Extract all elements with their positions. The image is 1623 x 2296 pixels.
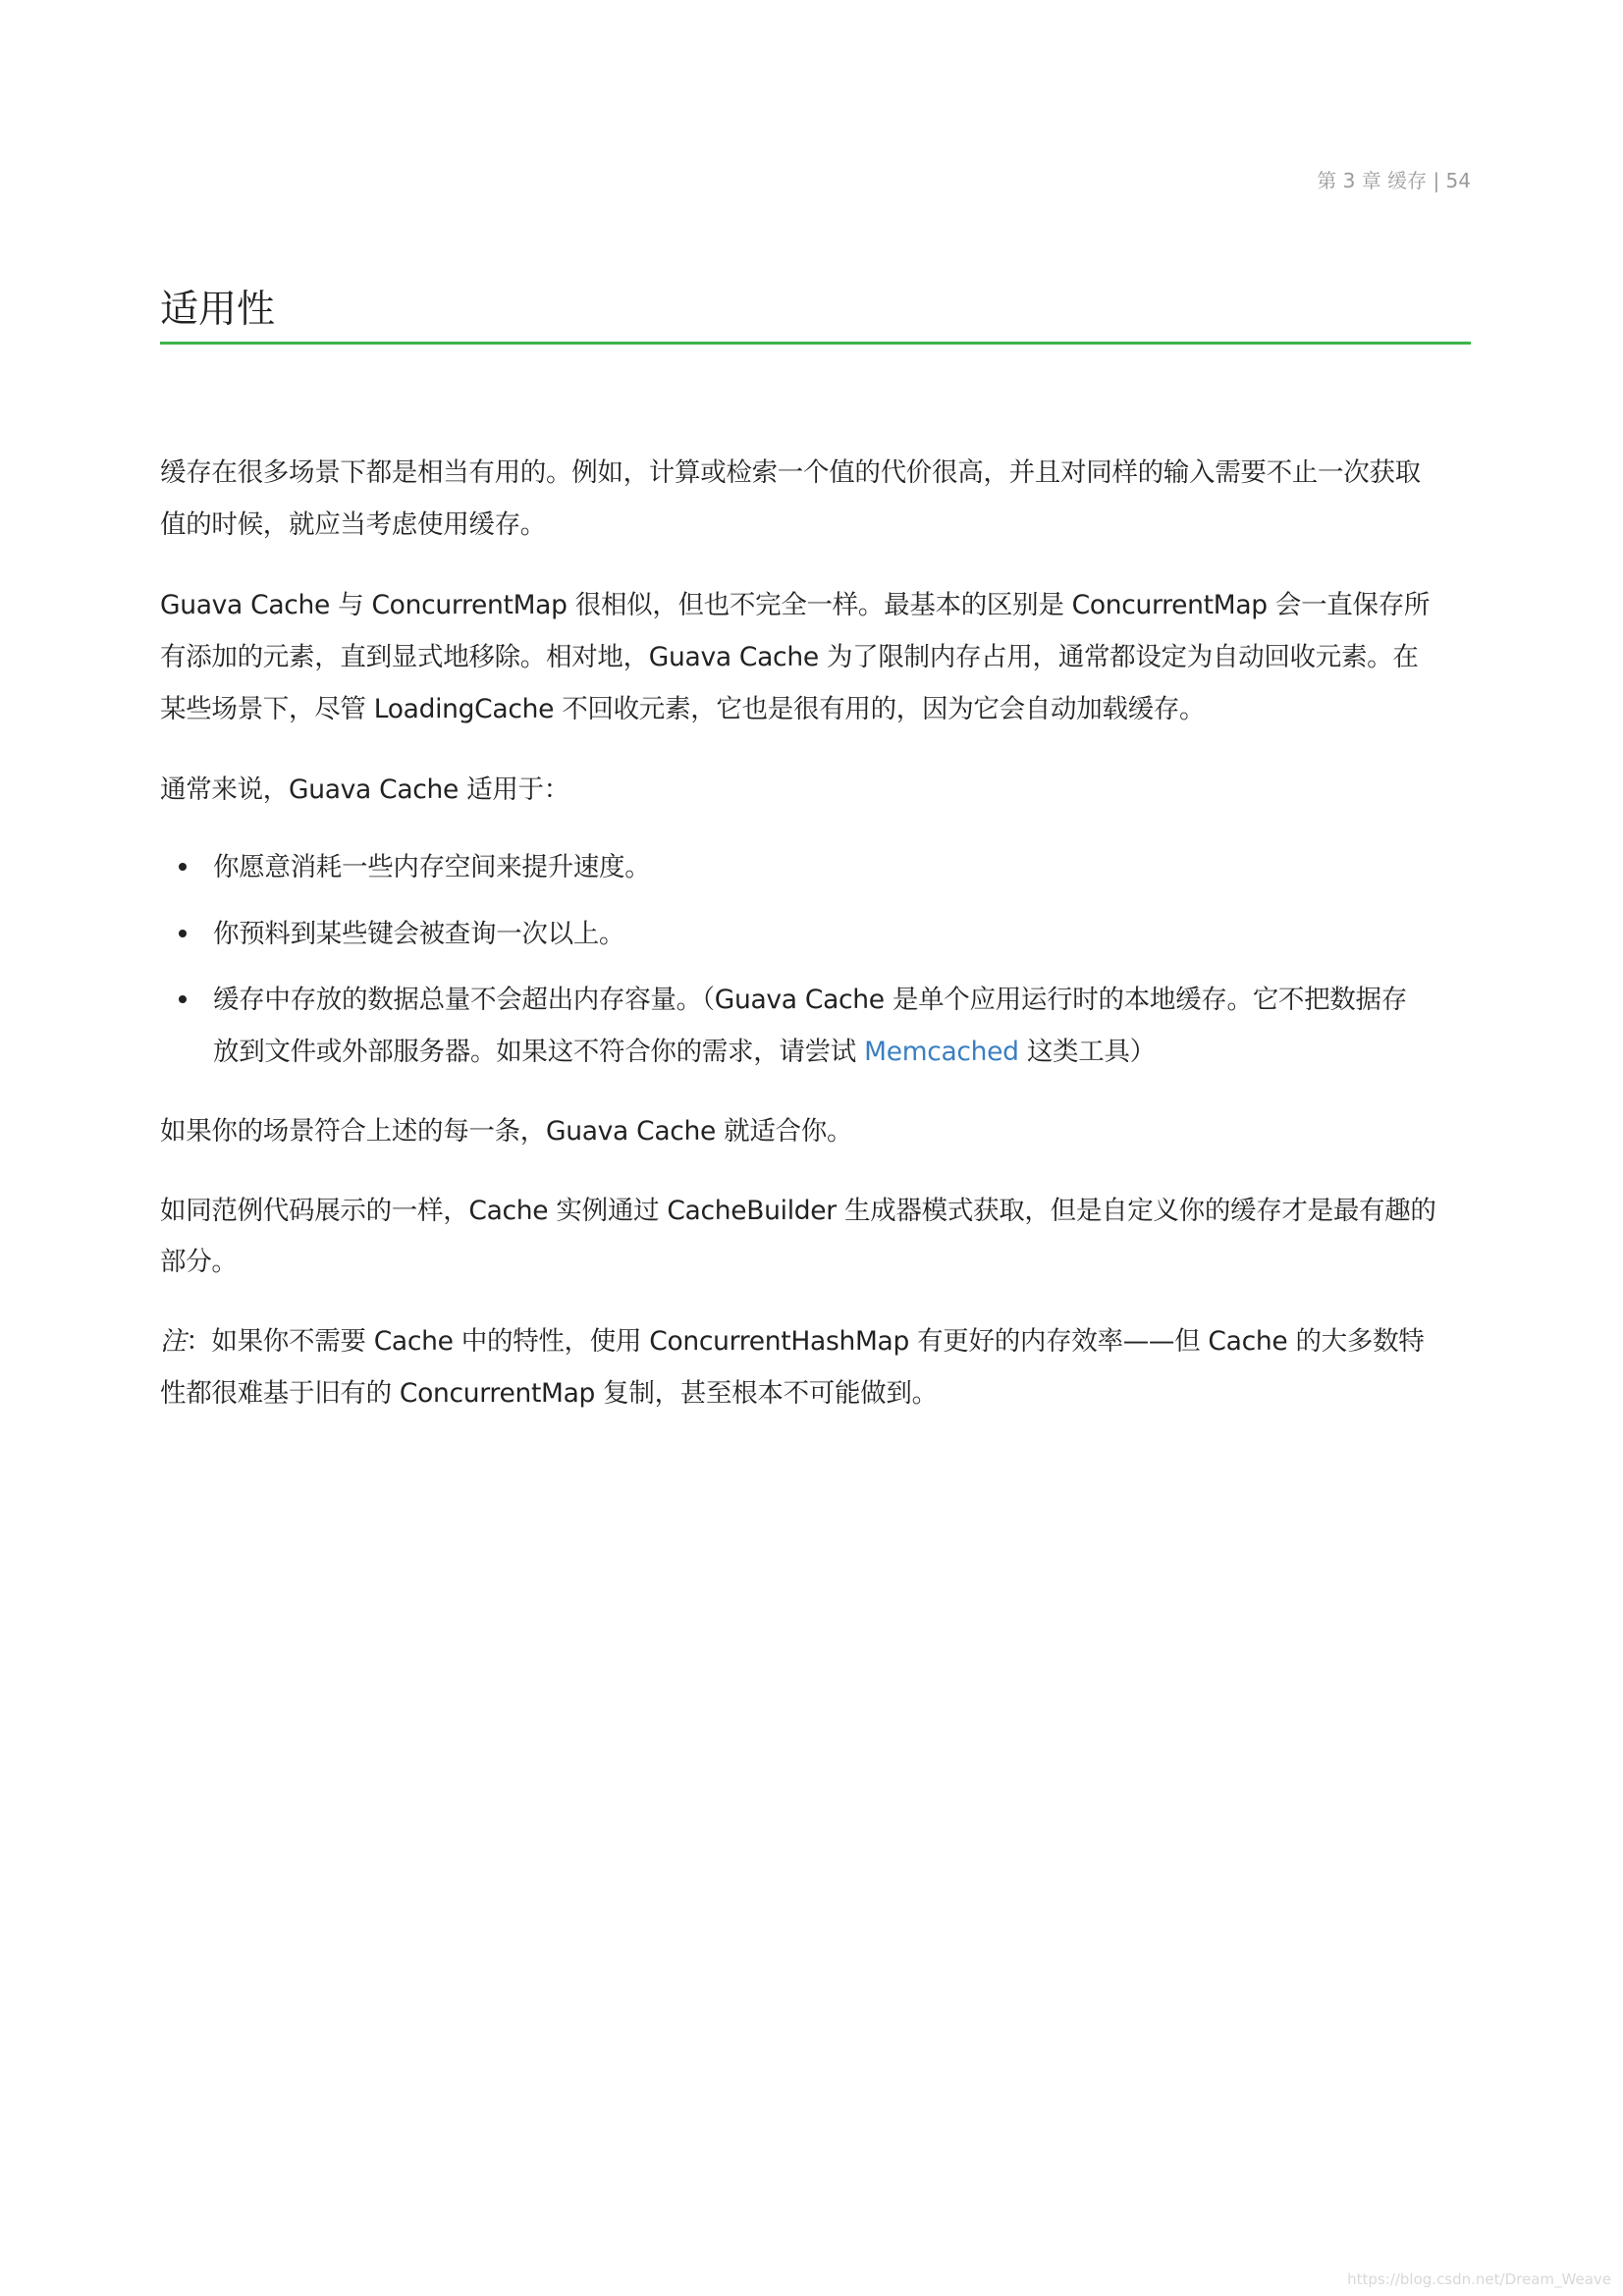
note-text: ：如果你不需要 Cache 中的特性，使用 ConcurrentHashMap 有更好的内存效率——但 Cache 的大多数特 bbox=[186, 1326, 1425, 1357]
note-label: 注 bbox=[160, 1326, 187, 1357]
memcached-link[interactable]: Memcached bbox=[864, 1037, 1019, 1067]
bullet-icon bbox=[179, 930, 187, 937]
paragraph-line: 缓存在很多场景下都是相当有用的。例如，计算或检索一个值的代价很高，并且对同样的输入需要不止一次获取 bbox=[160, 457, 1421, 488]
paragraph-line: 通常来说，Guava Cache 适用于： bbox=[160, 774, 569, 805]
running-head: 第 3 章 缓存 | 54 bbox=[1317, 169, 1471, 192]
bullet-icon bbox=[179, 995, 187, 1003]
list-text: 这类工具） bbox=[1018, 1037, 1156, 1067]
note-line: 性都很难基于旧有的 ConcurrentMap 复制，甚至根本不可能做到。 bbox=[160, 1378, 938, 1409]
note-line bbox=[160, 1315, 1424, 1367]
list-item: 你愿意消耗一些内存空间来提升速度。 bbox=[213, 852, 651, 882]
title-divider bbox=[160, 342, 1471, 345]
paragraph-line: Guava Cache 与 ConcurrentMap 很相似，但也不完全一样。最基本的区别是 ConcurrentMap 会一直保存所 bbox=[160, 590, 1431, 620]
watermark: https://blog.csdn.net/Dream_Weave bbox=[1347, 2270, 1611, 2288]
section-title: 适用性 bbox=[160, 288, 276, 332]
list-item: 缓存中存放的数据总量不会超出内存容量。（Guava Cache 是单个应用运行时的本地缓存。它不把数据存 bbox=[213, 985, 1407, 1015]
list-item: 你预料到某些键会被查询一次以上。 bbox=[213, 919, 625, 949]
paragraph-line: 如果你的场景符合上述的每一条，Guava Cache 就适合你。 bbox=[160, 1116, 853, 1147]
paragraph-line: 如同范例代码展示的一样，Cache 实例通过 CacheBuilder 生成器模式获取，但是自定义你的缓存才是最有趣的 bbox=[160, 1196, 1436, 1226]
paragraph-line: 部分。 bbox=[160, 1247, 238, 1277]
paragraph-line: 某些场景下，尽管 LoadingCache 不回收元素，它也是很有用的，因为它会自动加载缓存。 bbox=[160, 694, 1206, 724]
paragraph-line: 有添加的元素，直到显式地移除。相对地，Guava Cache 为了限制内存占用，通常都设定为自动回收元素。在 bbox=[160, 642, 1419, 672]
bullet-icon bbox=[179, 863, 187, 871]
paragraph-line: 值的时候，就应当考虑使用缓存。 bbox=[160, 509, 546, 540]
list-text: 放到文件或外部服务器。如果这不符合你的需求，请尝试 bbox=[213, 1037, 865, 1067]
list-item-continued bbox=[213, 1026, 1156, 1078]
